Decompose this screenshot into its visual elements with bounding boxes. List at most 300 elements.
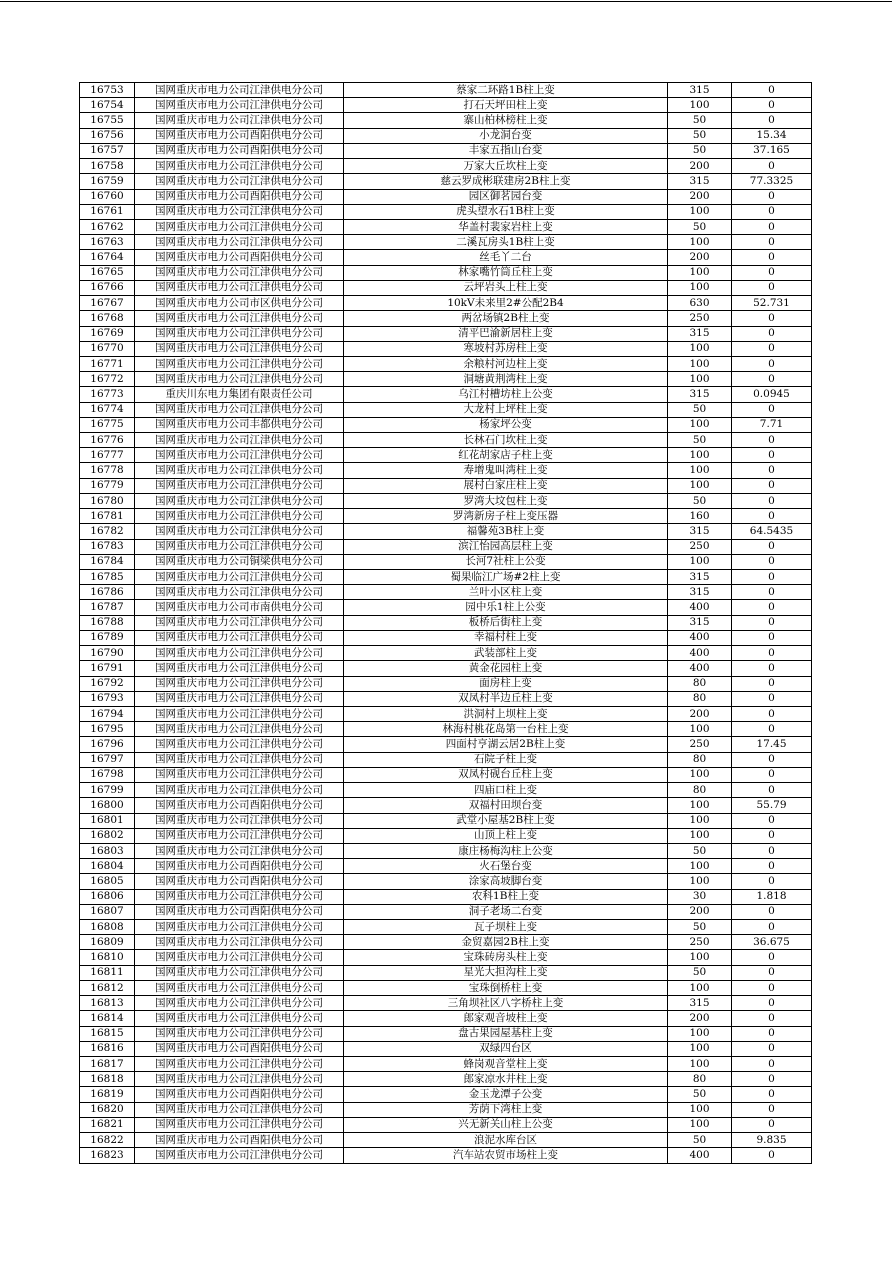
transformer-name-cell: 大龙村上坪柱上变 xyxy=(344,402,668,417)
company-cell: 国网重庆市电力公司酉阳供电分公司 xyxy=(135,1133,344,1148)
capacity-cell: 50 xyxy=(668,493,732,508)
company-cell: 国网重庆市电力公司江津供电分公司 xyxy=(135,341,344,356)
transformer-name-cell: 慈云罗成彬联建房2B柱上变 xyxy=(344,174,668,189)
value-cell: 0 xyxy=(732,996,812,1011)
table-row xyxy=(80,174,812,189)
capacity-cell: 315 xyxy=(668,570,732,585)
row-number-cell: 16765 xyxy=(80,265,135,280)
transformer-name-cell: 兴无新关山柱上公变 xyxy=(344,1117,668,1132)
value-cell: 0 xyxy=(732,159,812,174)
transformer-name-cell: 兰叶小区柱上变 xyxy=(344,585,668,600)
row-number-cell: 16802 xyxy=(80,828,135,843)
value-cell: 0 xyxy=(732,1026,812,1041)
table-row xyxy=(80,265,812,280)
row-number-cell: 16760 xyxy=(80,189,135,204)
company-cell: 国网重庆市电力公司江津供电分公司 xyxy=(135,722,344,737)
row-number-cell: 16790 xyxy=(80,646,135,661)
capacity-cell: 50 xyxy=(668,402,732,417)
capacity-cell: 100 xyxy=(668,1041,732,1056)
company-cell: 国网重庆市电力公司江津供电分公司 xyxy=(135,478,344,493)
capacity-cell: 200 xyxy=(668,250,732,265)
table-row xyxy=(80,204,812,219)
company-cell: 国网重庆市电力公司江津供电分公司 xyxy=(135,219,344,234)
company-cell: 国网重庆市电力公司江津供电分公司 xyxy=(135,646,344,661)
company-cell: 国网重庆市电力公司江津供电分公司 xyxy=(135,113,344,128)
capacity-cell: 50 xyxy=(668,843,732,858)
table-row xyxy=(80,752,812,767)
transformer-name-cell: 寒坡村苏房柱上变 xyxy=(344,341,668,356)
company-cell: 国网重庆市电力公司酉阳供电分公司 xyxy=(135,1041,344,1056)
value-cell: 0 xyxy=(732,920,812,935)
company-cell: 国网重庆市电力公司酉阳供电分公司 xyxy=(135,859,344,874)
table-row xyxy=(80,935,812,950)
capacity-cell: 50 xyxy=(668,965,732,980)
value-cell: 0 xyxy=(732,356,812,371)
value-cell: 0 xyxy=(732,691,812,706)
row-number-cell: 16772 xyxy=(80,372,135,387)
transformer-name-cell: 幸福村柱上变 xyxy=(344,630,668,645)
transformer-name-cell: 蔡家二环路1B柱上变 xyxy=(344,83,668,98)
row-number-cell: 16807 xyxy=(80,904,135,919)
transformer-name-cell: 林海村桃花岛第一台柱上变 xyxy=(344,722,668,737)
company-cell: 国网重庆市电力公司酉阳供电分公司 xyxy=(135,904,344,919)
table-row xyxy=(80,554,812,569)
transformer-name-cell: 宝珠砖房头柱上变 xyxy=(344,950,668,965)
capacity-cell: 100 xyxy=(668,722,732,737)
capacity-cell: 100 xyxy=(668,1026,732,1041)
company-cell: 国网重庆市电力公司酉阳供电分公司 xyxy=(135,874,344,889)
company-cell: 国网重庆市电力公司江津供电分公司 xyxy=(135,965,344,980)
row-number-cell: 16762 xyxy=(80,219,135,234)
company-cell: 国网重庆市电力公司江津供电分公司 xyxy=(135,311,344,326)
table-row xyxy=(80,250,812,265)
capacity-cell: 200 xyxy=(668,706,732,721)
capacity-cell: 100 xyxy=(668,235,732,250)
transformer-name-cell: 农科1B柱上变 xyxy=(344,889,668,904)
value-cell: 0 xyxy=(732,1117,812,1132)
row-number-cell: 16809 xyxy=(80,935,135,950)
value-cell: 36.675 xyxy=(732,935,812,950)
capacity-cell: 100 xyxy=(668,798,732,813)
transformer-name-cell: 板桥后街柱上变 xyxy=(344,615,668,630)
row-number-cell: 16803 xyxy=(80,843,135,858)
row-number-cell: 16801 xyxy=(80,813,135,828)
transformer-name-cell: 双福村田坝台变 xyxy=(344,798,668,813)
capacity-cell: 160 xyxy=(668,509,732,524)
transformer-name-cell: 洞子老场二台变 xyxy=(344,904,668,919)
capacity-cell: 100 xyxy=(668,828,732,843)
capacity-cell: 315 xyxy=(668,387,732,402)
row-number-cell: 16787 xyxy=(80,600,135,615)
row-number-cell: 16755 xyxy=(80,113,135,128)
row-number-cell: 16773 xyxy=(80,387,135,402)
table-row xyxy=(80,874,812,889)
value-cell: 0 xyxy=(732,1102,812,1117)
company-cell: 国网重庆市电力公司江津供电分公司 xyxy=(135,524,344,539)
value-cell: 0 xyxy=(732,478,812,493)
table-row xyxy=(80,478,812,493)
value-cell: 0 xyxy=(732,600,812,615)
value-cell: 55.79 xyxy=(732,798,812,813)
company-cell: 国网重庆市电力公司江津供电分公司 xyxy=(135,920,344,935)
capacity-cell: 100 xyxy=(668,554,732,569)
table-row xyxy=(80,235,812,250)
value-cell: 0 xyxy=(732,235,812,250)
table-row xyxy=(80,1011,812,1026)
company-cell: 国网重庆市电力公司丰都供电分公司 xyxy=(135,417,344,432)
transformer-name-cell: 福馨苑3B柱上变 xyxy=(344,524,668,539)
transformer-name-cell: 小龙洞台变 xyxy=(344,128,668,143)
capacity-cell: 100 xyxy=(668,417,732,432)
row-number-cell: 16810 xyxy=(80,950,135,965)
company-cell: 国网重庆市电力公司江津供电分公司 xyxy=(135,265,344,280)
transformer-name-cell: 蜂岗观音堂柱上变 xyxy=(344,1057,668,1072)
table-row xyxy=(80,356,812,371)
value-cell: 0 xyxy=(732,493,812,508)
table-row xyxy=(80,904,812,919)
company-cell: 国网重庆市电力公司市南供电分公司 xyxy=(135,600,344,615)
value-cell: 0 xyxy=(732,585,812,600)
row-number-cell: 16761 xyxy=(80,204,135,219)
table-row xyxy=(80,615,812,630)
table-row xyxy=(80,646,812,661)
table-row xyxy=(80,585,812,600)
transformer-name-cell: 双凤村砚台丘柱上变 xyxy=(344,767,668,782)
company-cell: 国网重庆市电力公司市区供电分公司 xyxy=(135,296,344,311)
value-cell: 0 xyxy=(732,280,812,295)
table-row xyxy=(80,600,812,615)
row-number-cell: 16808 xyxy=(80,920,135,935)
capacity-cell: 315 xyxy=(668,996,732,1011)
value-cell: 0 xyxy=(732,204,812,219)
table-row xyxy=(80,311,812,326)
transformer-name-cell: 石院子柱上变 xyxy=(344,752,668,767)
table-row xyxy=(80,722,812,737)
table-row xyxy=(80,417,812,432)
transformer-name-cell: 四面村亨湖云居2B柱上变 xyxy=(344,737,668,752)
capacity-cell: 100 xyxy=(668,356,732,371)
table-row xyxy=(80,691,812,706)
transformer-name-cell: 武堂小屋基2B柱上变 xyxy=(344,813,668,828)
value-cell: 0 xyxy=(732,706,812,721)
capacity-cell: 315 xyxy=(668,615,732,630)
table-row xyxy=(80,661,812,676)
value-cell: 0 xyxy=(732,813,812,828)
company-cell: 国网重庆市电力公司江津供电分公司 xyxy=(135,356,344,371)
row-number-cell: 16788 xyxy=(80,615,135,630)
table-row xyxy=(80,920,812,935)
table-row xyxy=(80,767,812,782)
table-row xyxy=(80,783,812,798)
transformer-name-cell: 罗湾新房子柱上变压器 xyxy=(344,509,668,524)
capacity-cell: 100 xyxy=(668,767,732,782)
capacity-cell: 400 xyxy=(668,1148,732,1163)
value-cell: 0 xyxy=(732,965,812,980)
capacity-cell: 200 xyxy=(668,189,732,204)
capacity-cell: 100 xyxy=(668,950,732,965)
value-cell: 0 xyxy=(732,1041,812,1056)
value-cell: 0 xyxy=(732,83,812,98)
row-number-cell: 16794 xyxy=(80,706,135,721)
table-row xyxy=(80,463,812,478)
value-cell: 0 xyxy=(732,372,812,387)
table-row xyxy=(80,524,812,539)
row-number-cell: 16759 xyxy=(80,174,135,189)
company-cell: 国网重庆市电力公司江津供电分公司 xyxy=(135,570,344,585)
company-cell: 国网重庆市电力公司江津供电分公司 xyxy=(135,996,344,1011)
value-cell: 0 xyxy=(732,509,812,524)
value-cell: 0 xyxy=(732,326,812,341)
table-row xyxy=(80,828,812,843)
company-cell: 国网重庆市电力公司江津供电分公司 xyxy=(135,280,344,295)
row-number-cell: 16817 xyxy=(80,1057,135,1072)
row-number-cell: 16784 xyxy=(80,554,135,569)
value-cell: 0 xyxy=(732,646,812,661)
transformer-name-cell: 杨家坪公变 xyxy=(344,417,668,432)
row-number-cell: 16754 xyxy=(80,98,135,113)
transformer-name-cell: 滨江怡园高层柱上变 xyxy=(344,539,668,554)
capacity-cell: 200 xyxy=(668,904,732,919)
transformer-name-cell: 芳荫下湾柱上变 xyxy=(344,1102,668,1117)
row-number-cell: 16822 xyxy=(80,1133,135,1148)
capacity-cell: 315 xyxy=(668,83,732,98)
capacity-cell: 80 xyxy=(668,783,732,798)
company-cell: 国网重庆市电力公司江津供电分公司 xyxy=(135,235,344,250)
transformer-name-cell: 红花胡家店子柱上变 xyxy=(344,448,668,463)
row-number-cell: 16770 xyxy=(80,341,135,356)
capacity-cell: 100 xyxy=(668,1057,732,1072)
table-row xyxy=(80,843,812,858)
table-row xyxy=(80,296,812,311)
transformer-name-cell: 金玉龙潭子公变 xyxy=(344,1087,668,1102)
company-cell: 国网重庆市电力公司江津供电分公司 xyxy=(135,783,344,798)
company-cell: 国网重庆市电力公司江津供电分公司 xyxy=(135,661,344,676)
capacity-cell: 50 xyxy=(668,433,732,448)
company-cell: 国网重庆市电力公司江津供电分公司 xyxy=(135,676,344,691)
value-cell: 0 xyxy=(732,219,812,234)
company-cell: 国网重庆市电力公司江津供电分公司 xyxy=(135,752,344,767)
company-cell: 国网重庆市电力公司江津供电分公司 xyxy=(135,615,344,630)
value-cell: 0 xyxy=(732,767,812,782)
table-row xyxy=(80,433,812,448)
page-top-rule xyxy=(0,1,892,2)
company-cell: 国网重庆市电力公司江津供电分公司 xyxy=(135,174,344,189)
transformer-name-cell: 山顶上柱上变 xyxy=(344,828,668,843)
transformer-name-cell: 林家嘴竹筒丘柱上变 xyxy=(344,265,668,280)
capacity-cell: 80 xyxy=(668,1072,732,1087)
value-cell: 0 xyxy=(732,433,812,448)
table-row xyxy=(80,372,812,387)
capacity-cell: 315 xyxy=(668,326,732,341)
transformer-table xyxy=(79,82,812,1164)
value-cell: 0 xyxy=(732,98,812,113)
row-number-cell: 16793 xyxy=(80,691,135,706)
transformer-name-cell: 余粮村河边柱上变 xyxy=(344,356,668,371)
company-cell: 国网重庆市电力公司江津供电分公司 xyxy=(135,950,344,965)
company-cell: 国网重庆市电力公司江津供电分公司 xyxy=(135,433,344,448)
table-row xyxy=(80,128,812,143)
company-cell: 国网重庆市电力公司江津供电分公司 xyxy=(135,980,344,995)
value-cell: 64.5435 xyxy=(732,524,812,539)
row-number-cell: 16821 xyxy=(80,1117,135,1132)
company-cell: 国网重庆市电力公司江津供电分公司 xyxy=(135,585,344,600)
company-cell: 重庆川东电力集团有限责任公司 xyxy=(135,387,344,402)
capacity-cell: 80 xyxy=(668,676,732,691)
capacity-cell: 100 xyxy=(668,372,732,387)
table-row xyxy=(80,813,812,828)
value-cell: 0 xyxy=(732,950,812,965)
capacity-cell: 50 xyxy=(668,143,732,158)
row-number-cell: 16768 xyxy=(80,311,135,326)
capacity-cell: 100 xyxy=(668,204,732,219)
row-number-cell: 16782 xyxy=(80,524,135,539)
row-number-cell: 16813 xyxy=(80,996,135,1011)
table-row xyxy=(80,737,812,752)
transformer-name-cell: 清平巴渝新居柱上变 xyxy=(344,326,668,341)
transformer-name-cell: 双绿四台区 xyxy=(344,1041,668,1056)
table-row xyxy=(80,189,812,204)
transformer-name-cell: 洞塘黄荆湾柱上变 xyxy=(344,372,668,387)
transformer-name-cell: 10kV未来里2#公配2B4 xyxy=(344,296,668,311)
table-row xyxy=(80,493,812,508)
transformer-name-cell: 园区御茗园台变 xyxy=(344,189,668,204)
capacity-cell: 100 xyxy=(668,874,732,889)
transformer-name-cell: 展村白家庄柱上变 xyxy=(344,478,668,493)
value-cell: 0 xyxy=(732,676,812,691)
row-number-cell: 16804 xyxy=(80,859,135,874)
value-cell: 0 xyxy=(732,1087,812,1102)
capacity-cell: 315 xyxy=(668,585,732,600)
row-number-cell: 16800 xyxy=(80,798,135,813)
table-row xyxy=(80,1102,812,1117)
company-cell: 国网重庆市电力公司江津供电分公司 xyxy=(135,463,344,478)
transformer-name-cell: 乌江村槽坊柱上公变 xyxy=(344,387,668,402)
table-row xyxy=(80,326,812,341)
row-number-cell: 16816 xyxy=(80,1041,135,1056)
transformer-name-cell: 寨山柏林榜柱上变 xyxy=(344,113,668,128)
table-row xyxy=(80,798,812,813)
capacity-cell: 50 xyxy=(668,1087,732,1102)
capacity-cell: 100 xyxy=(668,478,732,493)
row-number-cell: 16805 xyxy=(80,874,135,889)
table-row xyxy=(80,1087,812,1102)
transformer-name-cell: 金贸嘉园2B柱上变 xyxy=(344,935,668,950)
transformer-name-cell: 长林石门坎柱上变 xyxy=(344,433,668,448)
value-cell: 0 xyxy=(732,402,812,417)
row-number-cell: 16757 xyxy=(80,143,135,158)
row-number-cell: 16753 xyxy=(80,83,135,98)
transformer-name-cell: 丝毛丫二台 xyxy=(344,250,668,265)
company-cell: 国网重庆市电力公司酉阳供电分公司 xyxy=(135,189,344,204)
capacity-cell: 50 xyxy=(668,1133,732,1148)
table-row xyxy=(80,676,812,691)
value-cell: 0 xyxy=(732,463,812,478)
row-number-cell: 16781 xyxy=(80,509,135,524)
table-row xyxy=(80,280,812,295)
row-number-cell: 16786 xyxy=(80,585,135,600)
company-cell: 国网重庆市电力公司酉阳供电分公司 xyxy=(135,128,344,143)
row-number-cell: 16775 xyxy=(80,417,135,432)
value-cell: 1.818 xyxy=(732,889,812,904)
capacity-cell: 250 xyxy=(668,539,732,554)
row-number-cell: 16779 xyxy=(80,478,135,493)
table-row xyxy=(80,219,812,234)
transformer-name-cell: 罗湾大坟包柱上变 xyxy=(344,493,668,508)
value-cell: 0.0945 xyxy=(732,387,812,402)
capacity-cell: 100 xyxy=(668,448,732,463)
transformer-name-cell: 丰家五指山台变 xyxy=(344,143,668,158)
value-cell: 0 xyxy=(732,189,812,204)
transformer-name-cell: 二溪瓦房头1B柱上变 xyxy=(344,235,668,250)
value-cell: 77.3325 xyxy=(732,174,812,189)
company-cell: 国网重庆市电力公司江津供电分公司 xyxy=(135,1057,344,1072)
transformer-name-cell: 火石堡台变 xyxy=(344,859,668,874)
transformer-name-cell: 武装部柱上变 xyxy=(344,646,668,661)
capacity-cell: 50 xyxy=(668,113,732,128)
table-row xyxy=(80,402,812,417)
value-cell: 17.45 xyxy=(732,737,812,752)
row-number-cell: 16763 xyxy=(80,235,135,250)
table-row xyxy=(80,630,812,645)
transformer-name-cell: 洪洞村上坝柱上变 xyxy=(344,706,668,721)
capacity-cell: 100 xyxy=(668,98,732,113)
row-number-cell: 16791 xyxy=(80,661,135,676)
row-number-cell: 16766 xyxy=(80,280,135,295)
company-cell: 国网重庆市电力公司江津供电分公司 xyxy=(135,1072,344,1087)
transformer-name-cell: 盘古果园屋基柱上变 xyxy=(344,1026,668,1041)
value-cell: 0 xyxy=(732,570,812,585)
company-cell: 国网重庆市电力公司酉阳供电分公司 xyxy=(135,798,344,813)
transformer-name-cell: 长河7社柱上公变 xyxy=(344,554,668,569)
capacity-cell: 100 xyxy=(668,341,732,356)
capacity-cell: 50 xyxy=(668,128,732,143)
company-cell: 国网重庆市电力公司江津供电分公司 xyxy=(135,1117,344,1132)
transformer-name-cell: 蜀果临江广场#2柱上变 xyxy=(344,570,668,585)
capacity-cell: 80 xyxy=(668,752,732,767)
company-cell: 国网重庆市电力公司江津供电分公司 xyxy=(135,828,344,843)
capacity-cell: 50 xyxy=(668,920,732,935)
row-number-cell: 16785 xyxy=(80,570,135,585)
table-row xyxy=(80,950,812,965)
row-number-cell: 16818 xyxy=(80,1072,135,1087)
table-row xyxy=(80,1148,812,1163)
row-number-cell: 16795 xyxy=(80,722,135,737)
capacity-cell: 200 xyxy=(668,1011,732,1026)
capacity-cell: 400 xyxy=(668,630,732,645)
table-row xyxy=(80,980,812,995)
value-cell: 0 xyxy=(732,265,812,280)
row-number-cell: 16758 xyxy=(80,159,135,174)
row-number-cell: 16769 xyxy=(80,326,135,341)
value-cell: 0 xyxy=(732,630,812,645)
transformer-name-cell: 寿增鬼叫湾柱上变 xyxy=(344,463,668,478)
row-number-cell: 16774 xyxy=(80,402,135,417)
capacity-cell: 100 xyxy=(668,1102,732,1117)
row-number-cell: 16764 xyxy=(80,250,135,265)
transformer-name-cell: 郎家凉水井柱上变 xyxy=(344,1072,668,1087)
row-number-cell: 16780 xyxy=(80,493,135,508)
company-cell: 国网重庆市电力公司江津供电分公司 xyxy=(135,935,344,950)
row-number-cell: 16796 xyxy=(80,737,135,752)
value-cell: 0 xyxy=(732,615,812,630)
transformer-name-cell: 瓦子坝柱上变 xyxy=(344,920,668,935)
capacity-cell: 100 xyxy=(668,980,732,995)
capacity-cell: 250 xyxy=(668,737,732,752)
capacity-cell: 400 xyxy=(668,661,732,676)
row-number-cell: 16756 xyxy=(80,128,135,143)
row-number-cell: 16812 xyxy=(80,980,135,995)
transformer-name-cell: 面房柱上变 xyxy=(344,676,668,691)
